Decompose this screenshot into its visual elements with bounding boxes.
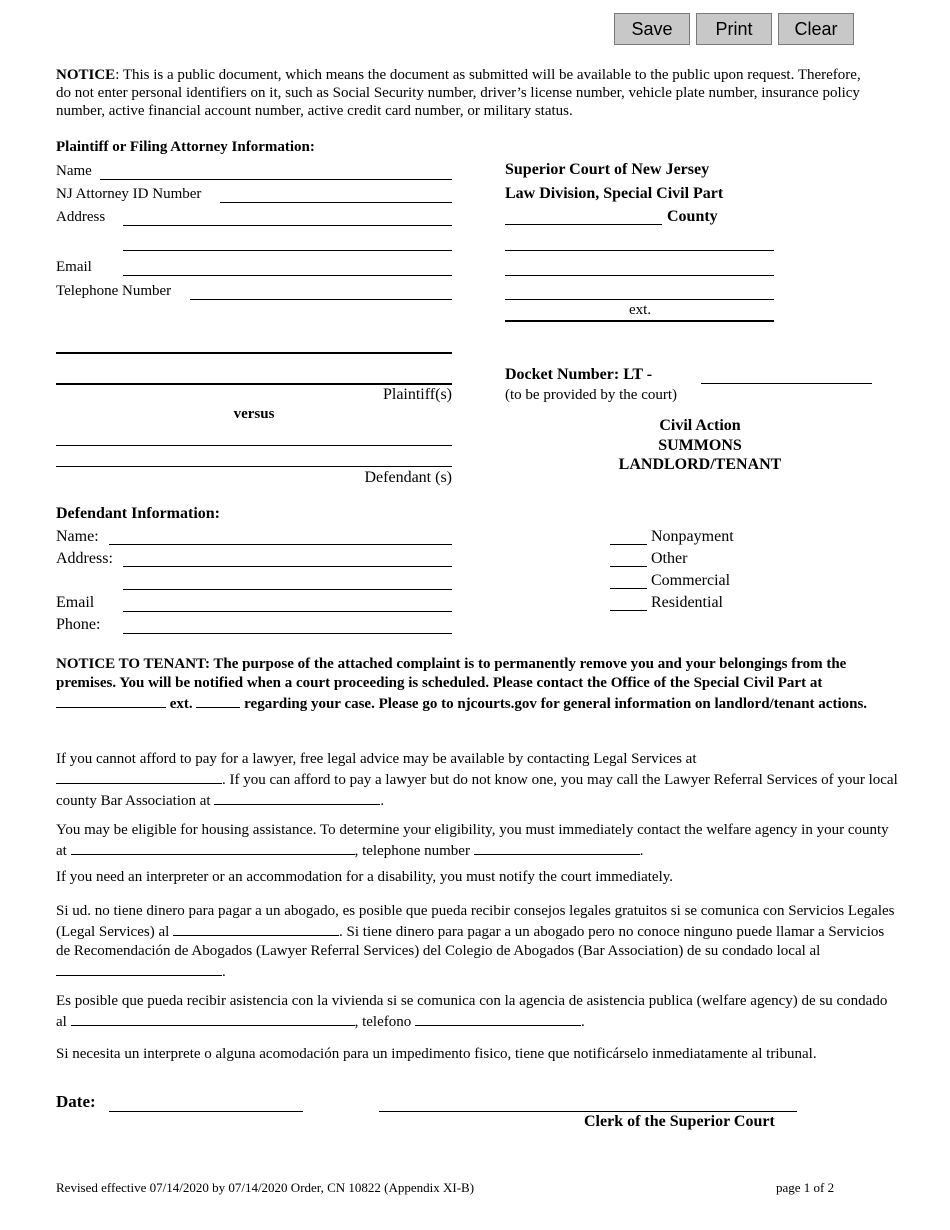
print-button[interactable]: Print <box>696 13 772 45</box>
defendant-address-label: Address: <box>56 550 113 567</box>
county-field[interactable] <box>505 224 662 225</box>
clerk-signature-field[interactable] <box>379 1111 797 1112</box>
case-type-other: Other <box>651 550 688 567</box>
defendant-phone-label: Phone: <box>56 616 101 633</box>
plaintiff-name-field[interactable] <box>100 179 452 180</box>
case-type-commercial: Commercial <box>651 572 731 589</box>
spanish-legal-paragraph: Si ud. no tiene dinero para pagar a un abogado, es posible que pueda recibir consejos legales gratuitos si se comunica con Servicios Legales (Legal Services) al . Si tiene dinero para pagar a un abogado pero no conoce ninguno puede llamar a Servicios de Recomendación de Abogados (Lawyer Referral Services) del Colegio de Abogados (Bar Association) de su condado local al . <box>56 903 895 980</box>
save-button[interactable]: Save <box>614 13 690 45</box>
defendant-heading: Defendant Information: <box>56 505 220 522</box>
spanish-interpreter-paragraph: Si necesita un interprete o alguna acomodación para un impedimento fisico, tiene que notificárselo inmediatamente al tribunal. <box>56 1046 817 1062</box>
spanish-housing-paragraph: Es posible que pueda recibir asistencia con la vivienda si se comunica con la agencia de asistencia publica (welfare agency) de su condado al , telefono . <box>56 993 888 1030</box>
civil-action-title: Civil Action <box>659 417 741 434</box>
defendant-address-field-1[interactable] <box>123 566 452 567</box>
spanish-welfare-phone-field[interactable] <box>415 1011 581 1026</box>
spanish-referral-phone-field[interactable] <box>56 961 222 976</box>
defendant-name-field[interactable] <box>109 544 452 545</box>
plaintiffs-label: Plaintiff(s) <box>382 386 452 403</box>
defendant-email-label: Email <box>56 594 95 611</box>
plaintiff-email-field[interactable] <box>123 275 452 276</box>
notice-to-tenant: NOTICE TO TENANT: The purpose of the attached complaint is to permanently remove you and your belongings from the premises. You will be notified when a court proceeding is scheduled. Please contact the Office of the Special Civil Part at ext. regarding your case. Please go to njcourts.gov for general information on landlord/tenant actions. <box>56 656 868 712</box>
versus-label: versus <box>233 406 275 422</box>
clear-button[interactable]: Clear <box>778 13 854 45</box>
plaintiff-name-label: Name <box>56 163 92 179</box>
plaintiff-line-2[interactable] <box>56 383 452 385</box>
defendant-line-2[interactable] <box>56 466 452 467</box>
spanish-welfare-agency-field[interactable] <box>71 1011 355 1026</box>
plaintiff-address-field-2[interactable] <box>123 250 452 251</box>
other-check-field[interactable] <box>610 566 647 567</box>
commercial-check-field[interactable] <box>610 588 647 589</box>
court-address-field-1[interactable] <box>505 250 774 251</box>
spanish-legal-phone-field[interactable] <box>173 921 339 936</box>
legal-services-phone-field[interactable] <box>56 769 222 784</box>
summons-title: SUMMONS <box>658 437 742 454</box>
special-civil-ext-field[interactable] <box>196 693 240 708</box>
defendant-phone-field[interactable] <box>123 633 452 634</box>
docket-note: (to be provided by the court) <box>505 387 678 403</box>
landlord-tenant-title: LANDLORD/TENANT <box>618 456 782 473</box>
plaintiff-address-label: Address <box>56 209 106 225</box>
page-number: page 1 of 2 <box>776 1180 835 1195</box>
court-ext-field[interactable] <box>505 320 774 322</box>
special-civil-phone-field[interactable] <box>56 693 166 708</box>
interpreter-paragraph: If you need an interpreter or an accommodation for a disability, you must notify the court immediately. <box>56 869 674 885</box>
plaintiff-email-label: Email <box>56 259 92 275</box>
legal-services-paragraph: If you cannot afford to pay for a lawyer, free legal advice may be available by contacting Legal Services at . If you can afford to pay a lawyer but do not know one, you may call the Lawyer Referral Services of your local county Bar Association at . <box>56 751 898 809</box>
public-notice: NOTICE: This is a public document, which means the document as submitted will be available to the public upon request. Therefore, do not enter personal identifiers on it, such as Social Security number, driver’s license number, vehicle plate number, insurance policy number, active financial account number, active credit card number, or military status. <box>56 67 861 119</box>
plaintiff-heading: Plaintiff or Filing Attorney Information: <box>56 139 315 155</box>
court-division: Law Division, Special Civil Part <box>505 185 724 202</box>
case-type-nonpayment: Nonpayment <box>651 528 734 545</box>
nonpayment-check-field[interactable] <box>610 544 647 545</box>
defendants-label: Defendant (s) <box>364 469 452 486</box>
docket-number-field[interactable] <box>701 383 872 384</box>
welfare-agency-field[interactable] <box>71 840 355 855</box>
date-label: Date: <box>56 1092 96 1111</box>
defendant-line-1[interactable] <box>56 445 452 446</box>
docket-label: Docket Number: LT - <box>505 366 653 383</box>
plaintiff-line-1[interactable] <box>56 352 452 354</box>
ext-label: ext. <box>629 302 652 318</box>
residential-check-field[interactable] <box>610 610 647 611</box>
court-address-field-2[interactable] <box>505 275 774 276</box>
defendant-address-field-2[interactable] <box>123 589 452 590</box>
court-name: Superior Court of New Jersey <box>505 161 710 178</box>
defendant-email-field[interactable] <box>123 611 452 612</box>
defendant-name-label: Name: <box>56 528 99 545</box>
revision-note: Revised effective 07/14/2020 by 07/14/2020 Order, CN 10822 (Appendix XI-B) <box>56 1180 475 1195</box>
case-type-residential: Residential <box>651 594 723 611</box>
clerk-label: Clerk of the Superior Court <box>584 1113 775 1130</box>
plaintiff-telephone-label: Telephone Number <box>56 283 172 299</box>
plaintiff-address-field-1[interactable] <box>123 225 452 226</box>
lawyer-referral-phone-field[interactable] <box>214 790 380 805</box>
county-label: County <box>667 208 718 225</box>
court-phone-field[interactable] <box>505 299 774 300</box>
welfare-phone-field[interactable] <box>474 840 640 855</box>
date-field[interactable] <box>109 1111 303 1112</box>
plaintiff-telephone-field[interactable] <box>190 299 452 300</box>
attorney-id-label: NJ Attorney ID Number <box>56 186 202 202</box>
housing-paragraph: You may be eligible for housing assistance. To determine your eligibility, you must immediately contact the welfare agency in your county at , telephone number . <box>56 822 889 859</box>
attorney-id-field[interactable] <box>220 202 452 203</box>
